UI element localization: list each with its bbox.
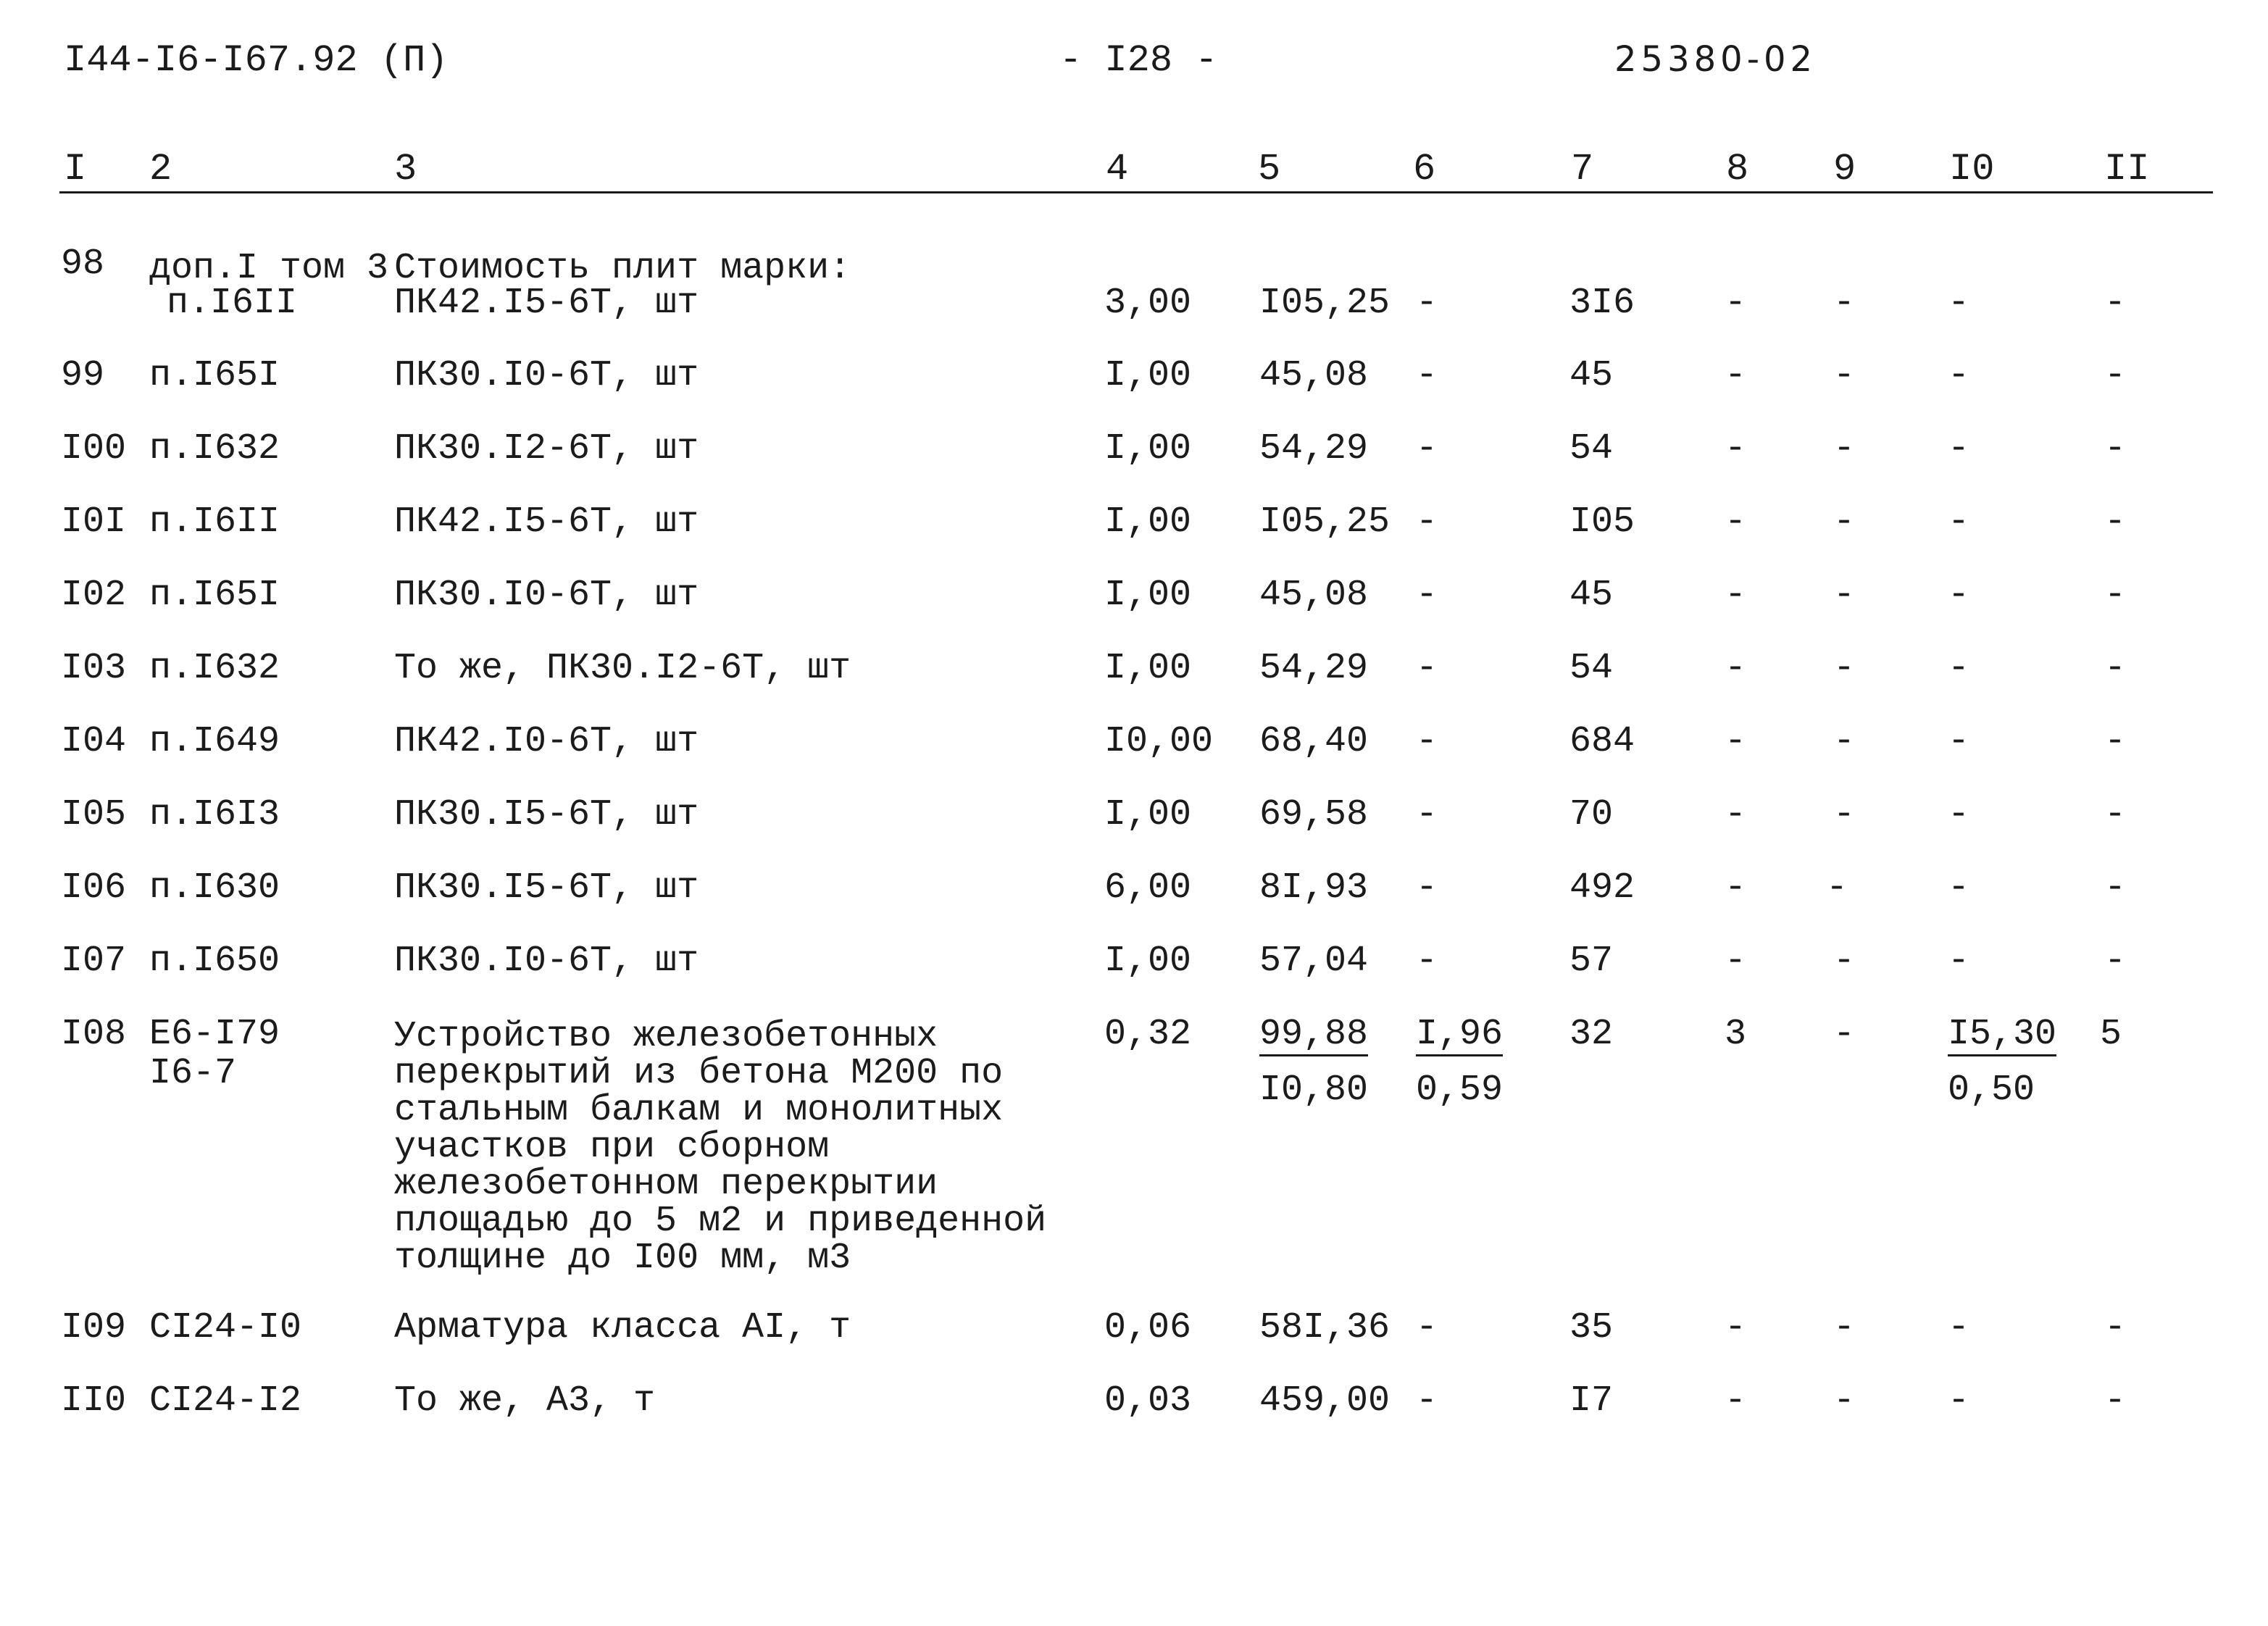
row-col-8: -: [1725, 941, 1747, 982]
row-total: 45: [1569, 355, 1614, 396]
row-description: Устройство железобетонных перекрытий из бетона М200 по стальным балкам и монолитных участков при сборном железобетонном перекрытии площадью до 5 м2 и приведенной толщине до I00 мм, м3: [394, 1016, 1047, 1279]
row-col-9: -: [1833, 575, 1856, 616]
row-col-8: -: [1725, 648, 1747, 689]
row-quantity: I,00: [1104, 794, 1192, 835]
row-code: доп.I том 3: [149, 248, 389, 289]
page-number: - I28 -: [1059, 39, 1218, 82]
row-description: Арматура класса АI, т: [394, 1307, 851, 1348]
row-quantity: 0,03: [1104, 1380, 1192, 1422]
row-code: п.I649: [149, 721, 280, 762]
row-description: ПК30.I2-6Т, шт: [394, 428, 699, 470]
row-description: ПК42.I0-6Т, шт: [394, 721, 699, 762]
header-rule: [59, 191, 2213, 193]
column-header-3: 3: [394, 148, 417, 191]
row-number: I09: [61, 1307, 127, 1348]
row-col-8: -: [1725, 355, 1747, 396]
column-header-10: I0: [1949, 148, 1995, 191]
row-col-10: -: [1948, 648, 1970, 689]
row-number: I04: [61, 721, 127, 762]
row-code: п.I630: [149, 867, 280, 909]
row-col-8: -: [1725, 794, 1747, 835]
row-total: 54: [1569, 428, 1614, 470]
row-col-8: -: [1725, 283, 1747, 324]
row-unit-price: 58I,36: [1259, 1307, 1391, 1348]
row-code: п.I6II: [149, 501, 280, 543]
row-unit-price: 8I,93: [1259, 867, 1369, 909]
row-col-10: I5,30: [1948, 1014, 2057, 1055]
row-number: I05: [61, 794, 127, 835]
row-quantity: I,00: [1104, 941, 1192, 982]
row-col-10-secondary: 0,50: [1948, 1070, 2035, 1111]
row-unit-price-secondary: I0,80: [1259, 1070, 1369, 1111]
row-code: п.I650: [149, 941, 280, 982]
row-unit-price: 99,88: [1259, 1014, 1369, 1055]
row-number: I06: [61, 867, 127, 909]
row-number: I07: [61, 941, 127, 982]
row-unit-price: I05,25: [1259, 501, 1391, 543]
row-description: То же, А3, т: [394, 1380, 656, 1422]
row-col-6: -: [1416, 941, 1438, 982]
row-unit-price: 45,08: [1259, 575, 1369, 616]
row-col-11: -: [2104, 283, 2127, 324]
row-number: I00: [61, 428, 127, 470]
row-total: 32: [1569, 1014, 1614, 1055]
row-unit-price: 54,29: [1259, 428, 1369, 470]
row-number: I0I: [61, 501, 127, 543]
row-quantity: I,00: [1104, 648, 1192, 689]
row-description: ПК30.I5-6Т, шт: [394, 794, 699, 835]
row-code: I6-7: [149, 1053, 237, 1094]
row-code: п.I6II: [167, 283, 298, 324]
row-col-10: -: [1948, 575, 1970, 616]
row-total: 70: [1569, 794, 1614, 835]
row-col-6: -: [1416, 867, 1438, 909]
row-col-8: -: [1725, 501, 1747, 543]
row-col-9: -: [1833, 794, 1856, 835]
row-unit-price: I05,25: [1259, 283, 1391, 324]
column-header-9: 9: [1833, 148, 1856, 191]
row-code: Е6-I79: [149, 1014, 280, 1055]
row-col-10: -: [1948, 501, 1970, 543]
row-col-11: -: [2104, 428, 2127, 470]
row-code: п.I65I: [149, 355, 280, 396]
row-col-11: -: [2104, 941, 2127, 982]
row-col-8: -: [1725, 721, 1747, 762]
row-description: То же, ПК30.I2-6Т, шт: [394, 648, 851, 689]
row-total: 57: [1569, 941, 1614, 982]
row-total: 45: [1569, 575, 1614, 616]
row-total: 3I6: [1569, 283, 1635, 324]
row-code: п.I632: [149, 648, 280, 689]
row-col-8: -: [1725, 428, 1747, 470]
row-unit-price: 54,29: [1259, 648, 1369, 689]
row-col-9: -: [1833, 355, 1856, 396]
row-number: I08: [61, 1014, 127, 1055]
row-col-6: -: [1416, 501, 1438, 543]
column-header-4: 4: [1106, 148, 1129, 191]
row-description: ПК30.I5-6Т, шт: [394, 867, 699, 909]
row-description: ПК30.I0-6Т, шт: [394, 575, 699, 616]
row-col-10: -: [1948, 941, 1970, 982]
row-unit-price: 45,08: [1259, 355, 1369, 396]
row-number: II0: [61, 1380, 127, 1422]
row-code: п.I65I: [149, 575, 280, 616]
row-col-9: -: [1833, 501, 1856, 543]
row-col-9: -: [1833, 283, 1856, 324]
row-code: п.I632: [149, 428, 280, 470]
row-col-6: -: [1416, 355, 1438, 396]
row-col-8: -: [1725, 1380, 1747, 1422]
row-quantity: I,00: [1104, 428, 1192, 470]
row-col-11: -: [2104, 1380, 2127, 1422]
row-col-11: -: [2104, 721, 2127, 762]
row-col-6: -: [1416, 794, 1438, 835]
row-col-10: -: [1948, 1380, 1970, 1422]
stamp-number: 25380-02: [1614, 39, 1817, 80]
row-col-11: -: [2104, 867, 2127, 909]
row-col-11: -: [2104, 648, 2127, 689]
column-header-5: 5: [1258, 148, 1281, 191]
row-total: I05: [1569, 501, 1635, 543]
row-col-10: -: [1948, 867, 1970, 909]
row-code: п.I6I3: [149, 794, 280, 835]
row-col-9: -: [1833, 428, 1856, 470]
row-col-9: -: [1833, 648, 1856, 689]
column-header-6: 6: [1413, 148, 1436, 191]
row-unit-price: 57,04: [1259, 941, 1369, 982]
column-header-1: I: [64, 148, 87, 191]
document-code: I44-I6-I67.92 (П): [64, 39, 449, 82]
column-header-7: 7: [1571, 148, 1594, 191]
row-unit-price: 459,00: [1259, 1380, 1391, 1422]
row-number: 98: [61, 243, 105, 285]
row-number: I02: [61, 575, 127, 616]
row-description: ПК30.I0-6Т, шт: [394, 355, 699, 396]
row-col-6: -: [1416, 1307, 1438, 1348]
row-col-11: 5: [2100, 1014, 2122, 1055]
row-col-6: I,96: [1416, 1014, 1504, 1055]
row-col-9: -: [1826, 867, 1848, 909]
row-col-10: -: [1948, 283, 1970, 324]
row-quantity: 3,00: [1104, 283, 1192, 324]
row-unit-price: 68,40: [1259, 721, 1369, 762]
row-quantity: I,00: [1104, 501, 1192, 543]
row-col-9: -: [1833, 1307, 1856, 1348]
row-description: Стоимость плит марки:: [394, 248, 851, 289]
row-col-10: -: [1948, 1307, 1970, 1348]
row-col-8: -: [1725, 1307, 1747, 1348]
row-col-8: 3: [1725, 1014, 1747, 1055]
row-col-11: -: [2104, 355, 2127, 396]
column-header-2: 2: [149, 148, 172, 191]
row-description: ПК42.I5-6Т, шт: [394, 501, 699, 543]
row-col-6: -: [1416, 283, 1438, 324]
row-code: СI24-I2: [149, 1380, 302, 1422]
row-col-6: -: [1416, 1380, 1438, 1422]
row-description: ПК30.I0-6Т, шт: [394, 941, 699, 982]
row-col-9: -: [1833, 1014, 1856, 1055]
row-col-6: -: [1416, 428, 1438, 470]
row-quantity: 0,32: [1104, 1014, 1192, 1055]
row-quantity: I,00: [1104, 355, 1192, 396]
column-header-11: II: [2104, 148, 2150, 191]
row-col-11: -: [2104, 501, 2127, 543]
row-col-9: -: [1833, 941, 1856, 982]
row-quantity: 6,00: [1104, 867, 1192, 909]
row-quantity: 0,06: [1104, 1307, 1192, 1348]
row-col-6: -: [1416, 648, 1438, 689]
row-col-8: -: [1725, 867, 1747, 909]
row-quantity: I,00: [1104, 575, 1192, 616]
row-total: 492: [1569, 867, 1635, 909]
row-col-9: -: [1833, 721, 1856, 762]
row-col-6: -: [1416, 721, 1438, 762]
row-col-6: -: [1416, 575, 1438, 616]
row-col-10: -: [1948, 721, 1970, 762]
row-col-10: -: [1948, 355, 1970, 396]
row-col-9: -: [1833, 1380, 1856, 1422]
row-total: I7: [1569, 1380, 1614, 1422]
row-total: 54: [1569, 648, 1614, 689]
row-col-10: -: [1948, 428, 1970, 470]
row-col-8: -: [1725, 575, 1747, 616]
row-col-10: -: [1948, 794, 1970, 835]
row-quantity: I0,00: [1104, 721, 1214, 762]
row-unit-price: 69,58: [1259, 794, 1369, 835]
row-description: ПК42.I5-6Т, шт: [394, 283, 699, 324]
row-number: 99: [61, 355, 105, 396]
row-col-11: -: [2104, 1307, 2127, 1348]
row-col-11: -: [2104, 794, 2127, 835]
column-header-8: 8: [1726, 148, 1749, 191]
row-col-6-secondary: 0,59: [1416, 1070, 1504, 1111]
row-total: 684: [1569, 721, 1635, 762]
row-code: СI24-I0: [149, 1307, 302, 1348]
row-total: 35: [1569, 1307, 1614, 1348]
row-col-11: -: [2104, 575, 2127, 616]
row-number: I03: [61, 648, 127, 689]
